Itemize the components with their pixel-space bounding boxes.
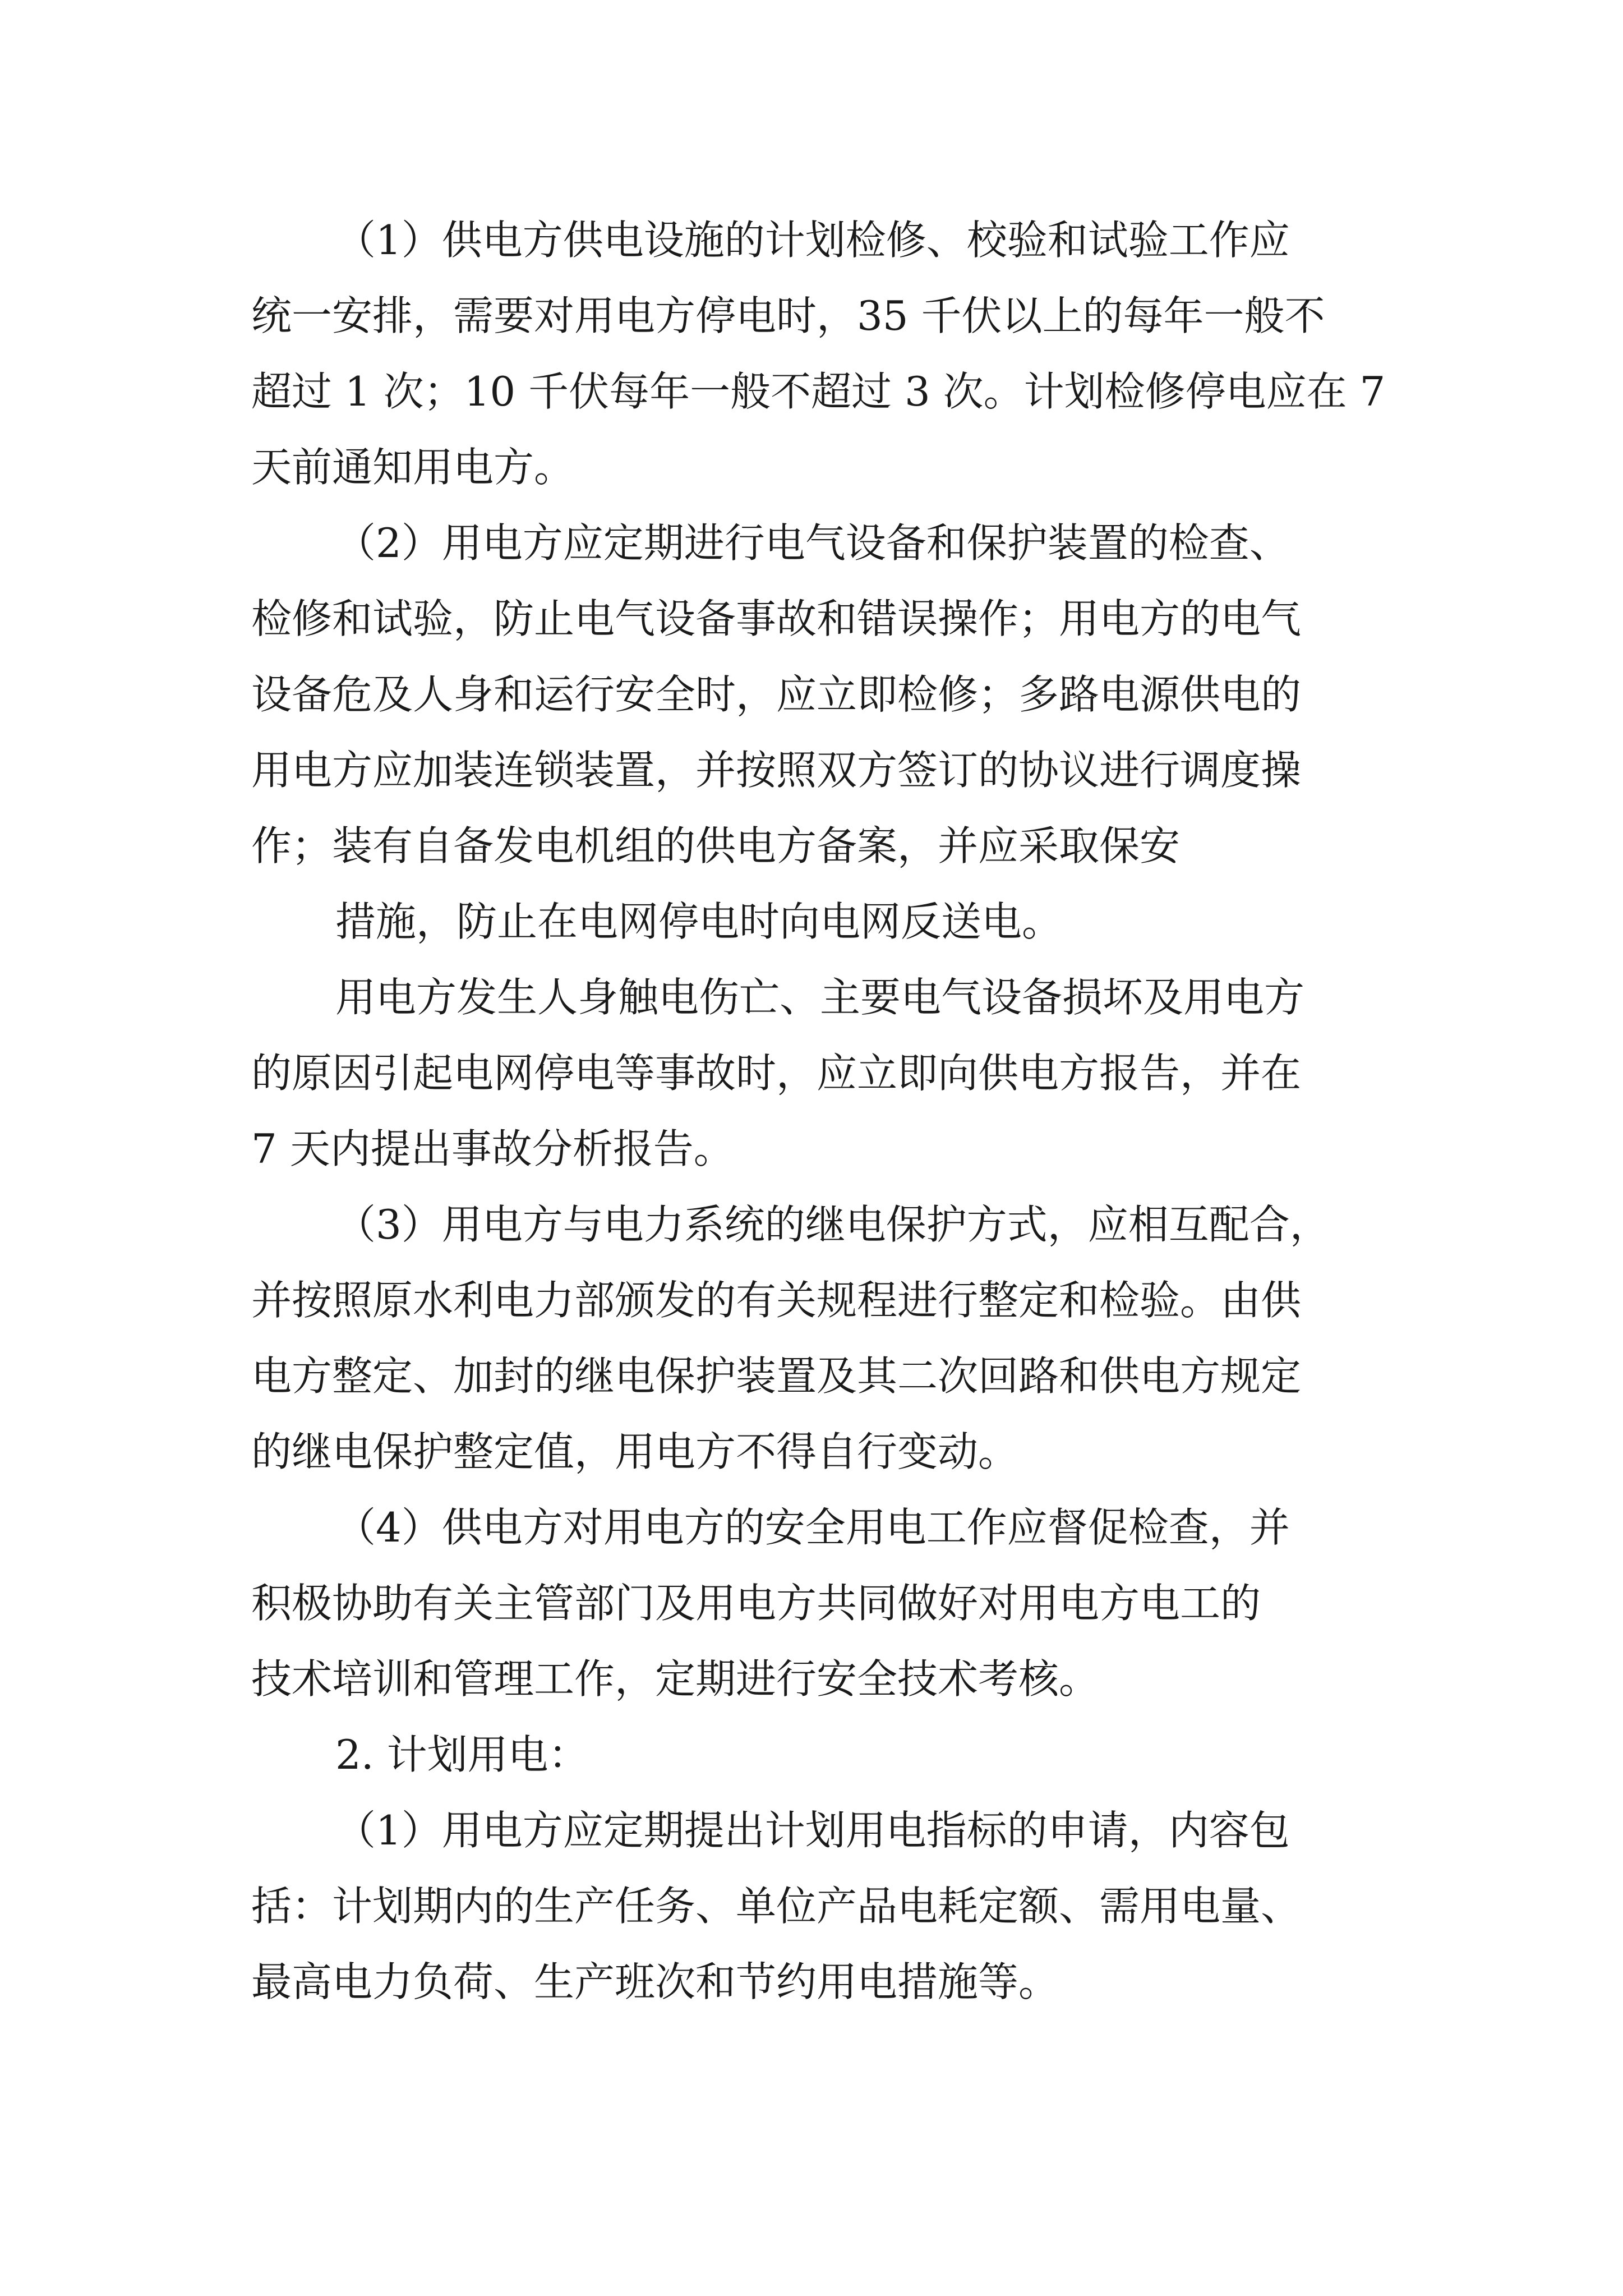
text-line: 设备危及人身和运行安全时，应立即检修；多路电源供电的 — [251, 671, 1302, 718]
text-line: 的继电保护整定值，用电方不得自行变动。 — [251, 1428, 1019, 1475]
text-line: 并按照原水利电力部颁发的有关规程进行整定和检验。由供 — [251, 1277, 1302, 1324]
text-line: （4）供电方对用电方的安全用电工作应督促检查，并 — [335, 1504, 1290, 1551]
text-line: 电方整定、加封的继电保护装置及其二次回路和供电方规定 — [251, 1352, 1302, 1400]
text-line: 的原因引起电网停电等事故时，应立即向供电方报告，并在 — [251, 1050, 1302, 1097]
text-line: 超过 1 次；10 千伏每年一般不超过 3 次。计划检修停电应在 7 — [251, 368, 1386, 415]
text-line: 措施，防止在电网停电时向电网反送电。 — [335, 898, 1063, 945]
text-line: 作；装有自备发电机组的供电方备案，并应采取保安 — [251, 822, 1181, 869]
text-line: 积极协助有关主管部门及用电方共同做好对用电方电工的 — [251, 1580, 1261, 1627]
text-line: 最高电力负荷、生产班次和节约用电措施等。 — [251, 1958, 1059, 2005]
text-line: 统一安排，需要对用电方停电时，35 千伏以上的每年一般不 — [251, 292, 1325, 339]
text-line: 技术培训和管理工作，定期进行安全技术考核。 — [251, 1655, 1100, 1703]
section-heading: 2. 计划用电： — [335, 1731, 589, 1778]
text-line: 7 天内提出事故分析报告。 — [251, 1125, 734, 1172]
text-line: （2）用电方应定期进行电气设备和保护装置的检查、 — [335, 519, 1290, 567]
text-line: 检修和试验，防止电气设备事故和错误操作；用电方的电气 — [251, 595, 1302, 642]
text-line: （1）用电方应定期提出计划用电指标的申请，内容包 — [335, 1807, 1290, 1854]
text-line: （3）用电方与电力系统的继电保护方式，应相互配合， — [335, 1201, 1330, 1248]
text-line: 天前通知用电方。 — [251, 444, 575, 491]
text-line: 用电方应加装连锁装置，并按照双方签订的协议进行调度操 — [251, 747, 1302, 794]
text-line: 括：计划期内的生产任务、单位产品电耗定额、需用电量、 — [251, 1883, 1302, 1930]
text-line: （1）供电方供电设施的计划检修、校验和试验工作应 — [335, 217, 1290, 264]
text-line: 用电方发生人身触电伤亡、主要电气设备损坏及用电方 — [335, 974, 1305, 1021]
